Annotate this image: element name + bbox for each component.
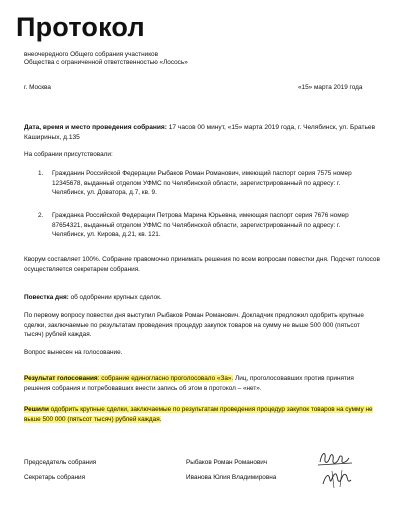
signature-role: Секретарь собрания [24, 474, 86, 481]
agenda [24, 293, 380, 303]
quorum-paragraph: Кворум составляет 100%. Собрание правомочно принимать решения по всем вопросам повестки дня. Подсчет голосов осуществляется секретарем собрания. [24, 256, 380, 273]
attendee-text: Гражданин Российской Федерации Рыбаков Роман Романович, имеющий паспорт серия 7575 номер 12345678, выданный отделом УФМС по Челябинской области, зарегистрированный по адресу: г. Челябинск, ул. Доватора, д.7, кв. 9. [52, 170, 352, 197]
first-question-paragraph: По первому вопросу повестки дня выступил Рыбаков Роман Романович. Докладчик предложил одобрить крупные сделки, заключаемые по результатам проведения процедур закупок товаров на сумму не выше 500 000 (пятьсот тысяч) рублей каждая. [24, 312, 364, 339]
attendee-text: Гражданка Российской Федерации Петрова Марина Юрьевна, имеющая паспорт серия 7676 номер 87654321, выданный отделом УФМС по Челябинской области, зарегистрированный по адресу: г. Челябинск, ул. Кирова, д.21, кв. 121. [52, 212, 349, 239]
decision-highlight [24, 406, 373, 423]
decision-value: одобрить крупные сделки, заключаемые по результатам проведения процедур закупок товаров на сумму не выше 500 000 (пятьсот тысяч) рублей каждая. [24, 406, 373, 423]
chairman-signature [316, 448, 356, 470]
agenda-label: Повестка дня: [24, 294, 69, 301]
document-date: «15» марта 2019 года [298, 84, 363, 91]
signature-name: Рыбаков Роман Романович [186, 459, 268, 466]
meeting-datetime-label: Дата, время и место проведения собрания: [24, 124, 167, 131]
signature-role: Председатель собрания [24, 459, 97, 466]
agenda-value: об одобрении крупных сделок. [68, 294, 162, 301]
meeting-datetime-value: 17 часов 00 минут, «15» марта 2019 года, г. Челябинск, ул. Братьев Кашириных, д.135 [24, 124, 376, 141]
vote-result-rest: Лиц, проголосовавших против принятия решения собрания и потребовавших внести запись об этом в протокол – «нет». [24, 375, 354, 392]
subtitle-line-1: внеочередного Общего собрания участников [24, 51, 159, 58]
vote-intro: Вопрос вынесен на голосование. [24, 349, 123, 356]
decision-label: Решили [24, 406, 49, 413]
present-intro: На собрании присутствовали: [24, 151, 113, 158]
subtitle-line-2: Общества с ограниченной ответственностью «Лосось» [24, 59, 188, 66]
attendee-number: 2. [38, 212, 44, 219]
document-title: Протокол [16, 12, 145, 42]
vote-result-highlight [24, 375, 233, 382]
meeting-datetime [24, 123, 380, 142]
city: г. Москва [24, 84, 51, 91]
vote-result-label: Результат голосования [24, 375, 98, 382]
vote-result-main: : собрание единогласно проголосовало «За». [97, 375, 234, 382]
signature-name: Иванова Юлия Владимировна [186, 474, 277, 481]
vote-result [24, 374, 380, 393]
attendee-number: 1. [38, 170, 44, 177]
decision [24, 405, 380, 424]
secretary-signature [318, 468, 358, 490]
